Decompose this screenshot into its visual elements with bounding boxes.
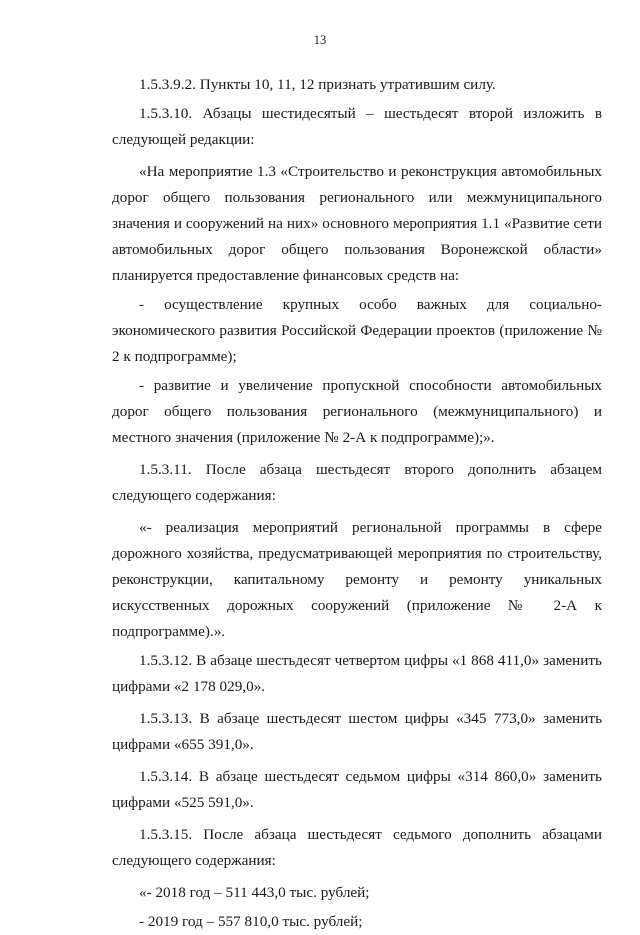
paragraph-1-5-3-10: 1.5.3.10. Абзацы шестидесятый – шестьдесят второй изложить в следующей редакции: <box>112 105 602 148</box>
paragraph-1-5-3-15: 1.5.3.15. После абзаца шестьдесят седьмого дополнить абзацами следующего содержания: <box>112 826 602 869</box>
paragraph-year-2019: - 2019 год – 557 810,0 тыс. рублей; <box>139 913 363 930</box>
paragraph-1-5-3-11: 1.5.3.11. После абзаца шестьдесят второго дополнить абзацем следующего содержания: <box>112 461 602 504</box>
paragraph-regional-program-quote: «- реализация мероприятий региональной программы в сфере дорожного хозяйства, предусматривающей мероприятия по строительству, реконструкции, капитальному ремонту и ремонту уникальных искусственных дорожных сооружений (приложение № 2-А к подпрограмме).». <box>112 519 602 640</box>
paragraph-event-1-3-quote: «На мероприятие 1.3 «Строительство и реконструкция автомобильных дорог общего пользования регионального или межмуниципального значения и сооружений на них» основного мероприятия 1.1 «Развитие сети автомобильных дорог общего пользования Воронежской области» планируется предоставление финансовых средств на: <box>112 163 602 284</box>
paragraph-1-5-3-14: 1.5.3.14. В абзаце шестьдесят седьмом цифры «314 860,0» заменить цифрами «525 591,0». <box>112 768 602 811</box>
paragraph-1-5-3-9-2: 1.5.3.9.2. Пункты 10, 11, 12 признать утратившим силу. <box>139 76 496 93</box>
paragraph-1-5-3-13: 1.5.3.13. В абзаце шестьдесят шестом цифры «345 773,0» заменить цифрами «655 391,0». <box>112 710 602 753</box>
paragraph-bullet-capacity: - развитие и увеличение пропускной способности автомобильных дорог общего пользования регионального (межмуниципального) и местного значения (приложение № 2-А к подпрограмме);». <box>112 377 602 446</box>
paragraph-year-2018: «- 2018 год – 511 443,0 тыс. рублей; <box>139 884 370 901</box>
paragraph-1-5-3-12: 1.5.3.12. В абзаце шестьдесят четвертом цифры «1 868 411,0» заменить цифрами «2 178 029,0». <box>112 652 602 695</box>
page-number: 13 <box>313 33 327 47</box>
document-body <box>112 72 602 935</box>
paragraph-bullet-major-projects: - осуществление крупных особо важных для социально-экономического развития Российской Федерации проектов (приложение № 2 к подпрограмме); <box>112 296 602 365</box>
